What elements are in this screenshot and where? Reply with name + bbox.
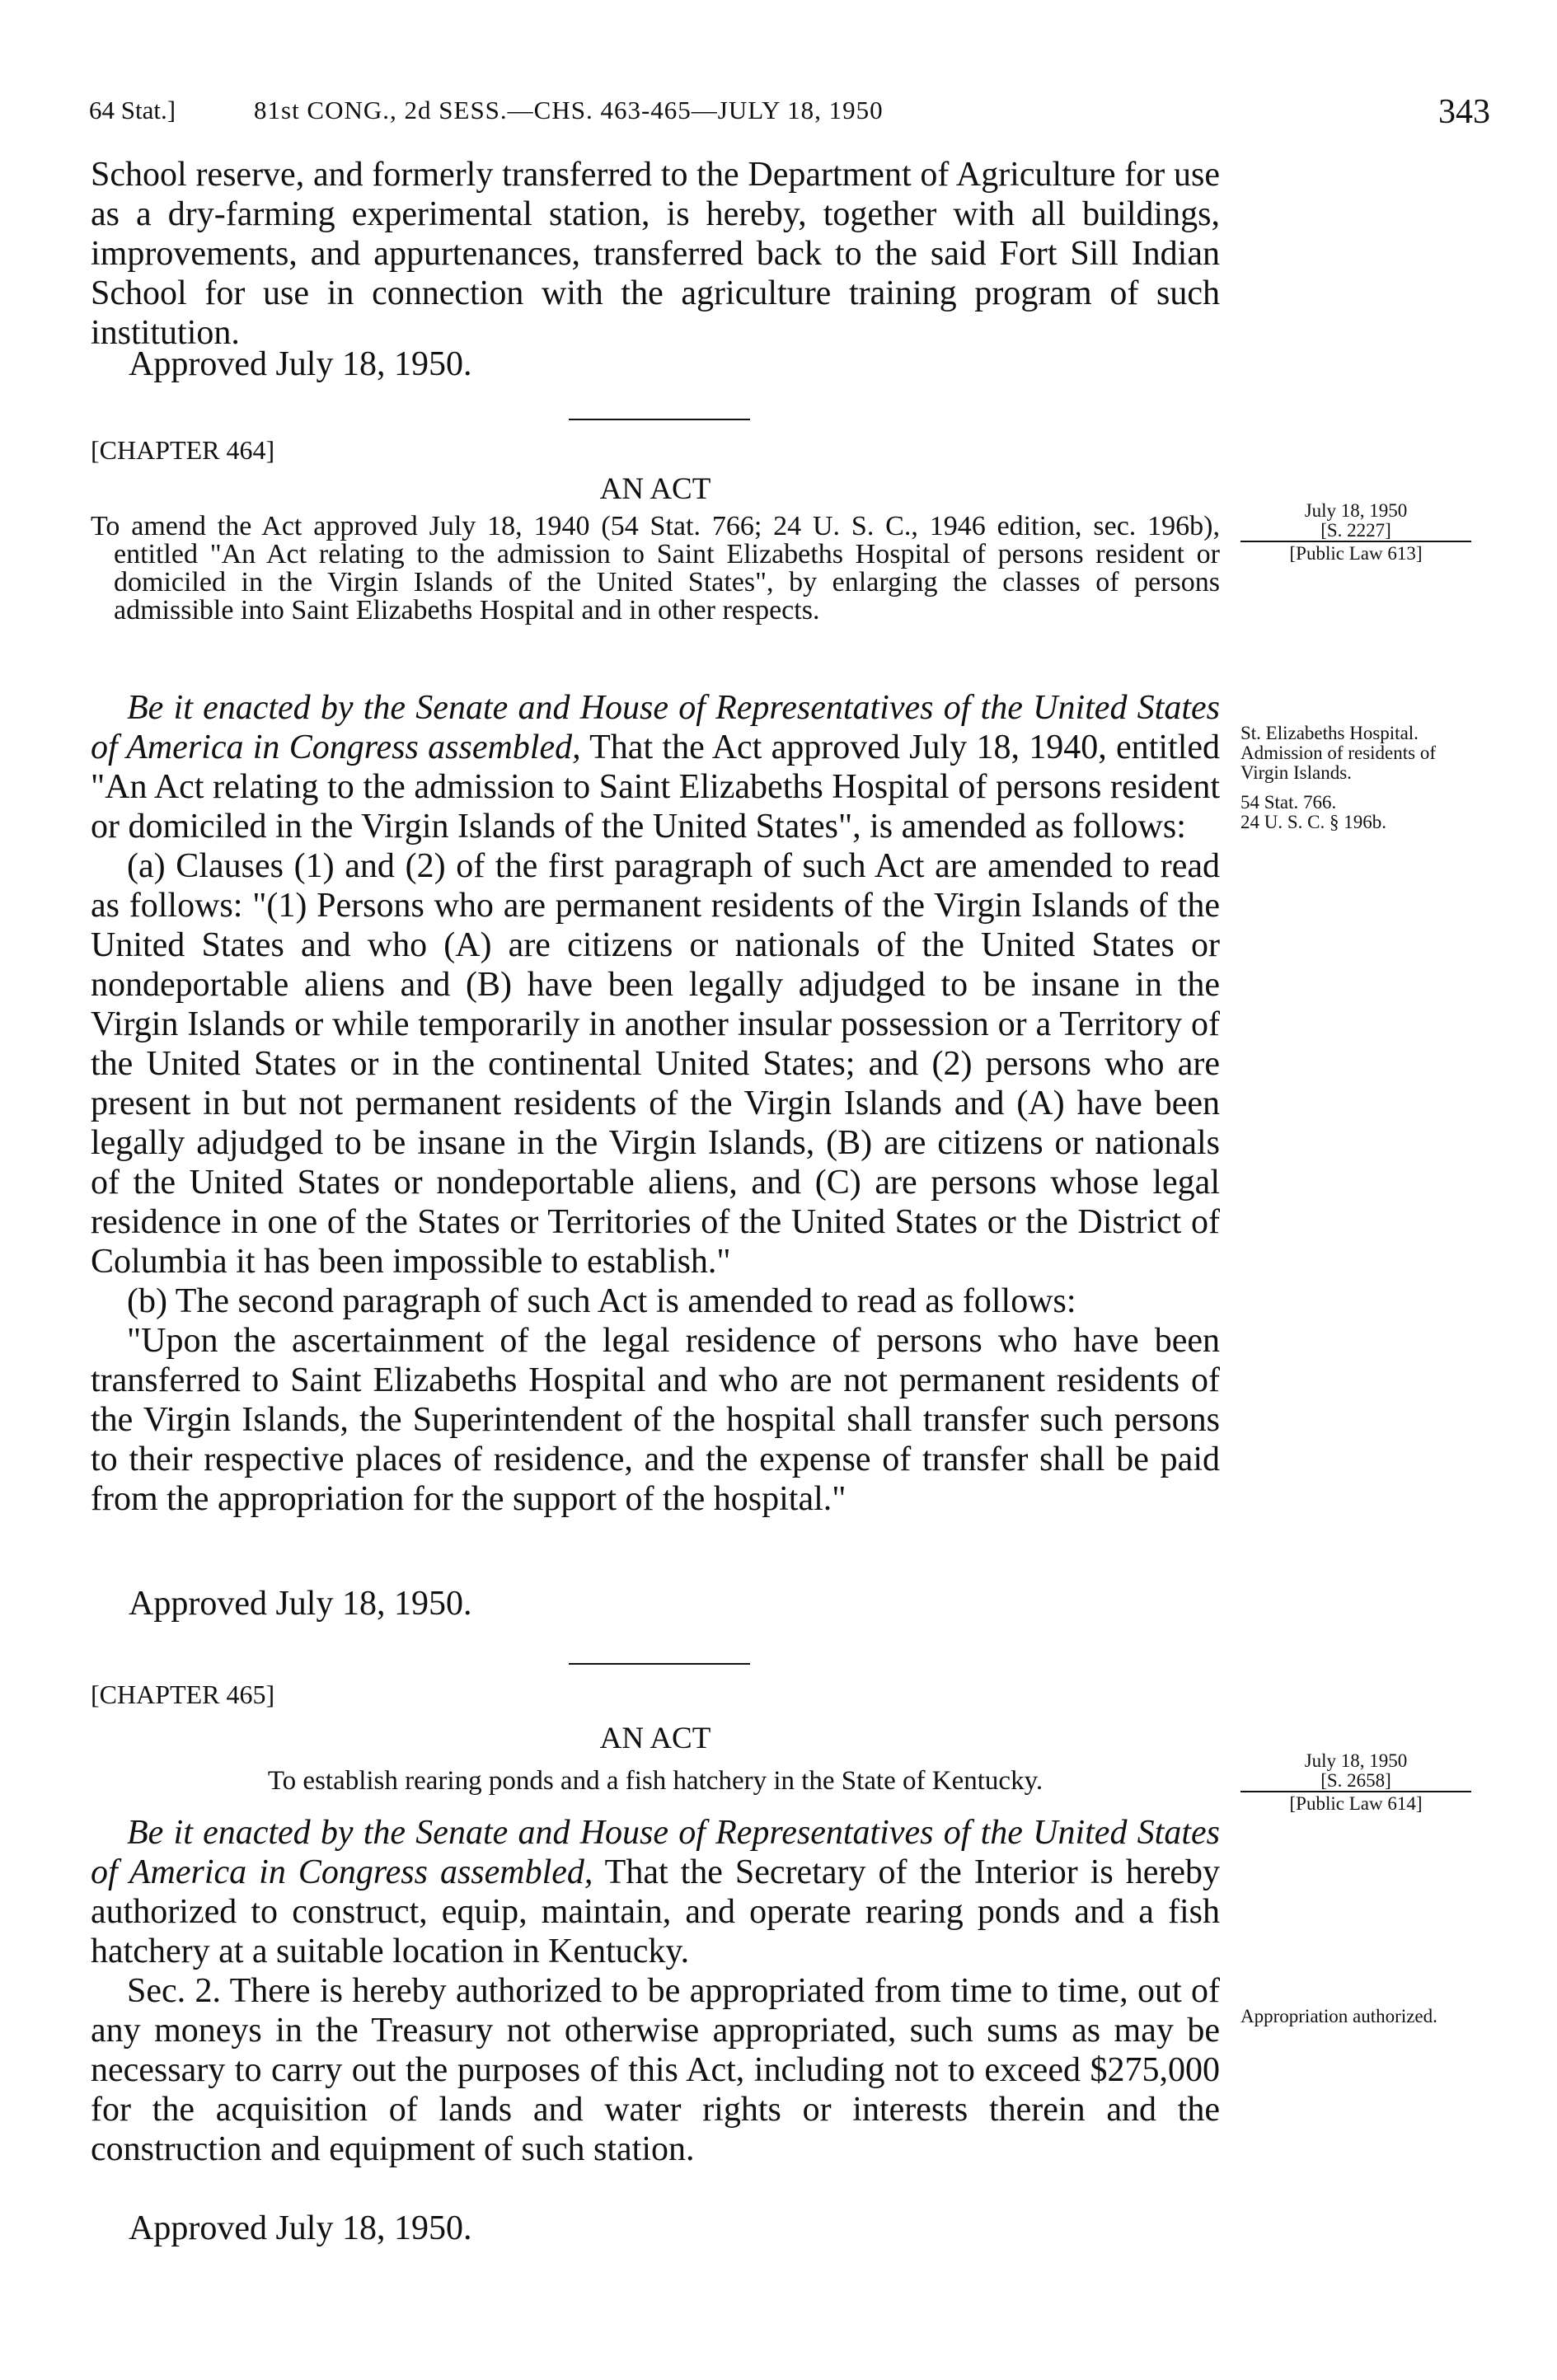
continuation-approved: Approved July 18, 1950. [129, 345, 472, 383]
chapter-464-public-law: [Public Law 613] [1240, 541, 1471, 564]
margin-note-appropriation: Appropriation authorized. [1240, 2006, 1437, 2026]
section-divider [569, 1663, 750, 1665]
chapter-464-date: July 18, 1950 [1304, 500, 1408, 521]
running-header [89, 92, 1490, 134]
chapter-464-clause-a: (a) Clauses (1) and (2) of the first paragraph of such Act are amended to read as follows: "(1) Persons who are permanent residents of the Virgin Islands of the United States and who (A) are citizens or nationals of the United States or nondeportable aliens and (B) have been legally adjudged to be insane in the Virgin Islands or while temporarily in another insular possession or a Territory of the United States or in the continental United States; and (2) persons who are present in but not permanent residents of the Virgin Islands and (A) have been legally adjudged to be insane in the Virgin Islands, (B) are citizens or nationals of the United States or nondeportable aliens, and (C) are persons whose legal residence in one of the States or Territories of the United States or the District of Columbia it has been impossible to establish." [91, 847, 1220, 1281]
margin-note-usc: 24 U. S. C. § 196b. [1240, 812, 1386, 832]
chapter-465-bill: [S. 2658] [1320, 1770, 1391, 1791]
session-reference: 81st CONG., 2d SESS.—CHS. 463-465—JULY 18, 1950 [254, 96, 884, 124]
section-divider [569, 419, 750, 420]
chapter-464-clause-b: (b) The second paragraph of such Act is amended to read as follows: [127, 1282, 1076, 1320]
chapter-464-citation [1240, 501, 1471, 564]
chapter-464-label: [CHAPTER 464] [91, 435, 275, 465]
chapter-464-purpose [91, 513, 1220, 625]
chapter-464-bill: [S. 2227] [1320, 520, 1391, 541]
chapter-465-public-law: [Public Law 614] [1240, 1791, 1471, 1814]
chapter-464-purpose-text: To amend the Act approved July 18, 1940 (54 Stat. 766; 24 U. S. C., 1946 edition, sec. 196b), entitled "An Act relating to the admission to Saint Elizabeths Hospital of persons resident or domiciled in the Virgin Islands of the United States", by enlarging the classes of persons admissible into Saint Elizabeths Hospital and in other respects. [91, 511, 1220, 625]
chapter-465-margin-notes [1240, 2007, 1471, 2026]
page-number: 343 [1438, 93, 1490, 131]
margin-note-stat: 54 Stat. 766. [1240, 792, 1337, 813]
chapter-464-act-title: AN ACT [599, 472, 711, 506]
chapter-464-enacting-paragraph [91, 688, 1220, 846]
chapter-464-quoted-paragraph: "Upon the ascertainment of the legal residence of persons who have been transferred to Saint Elizabeths Hospital and who are not permanent residents of the Virgin Islands, the Superintendent of the hospital shall transfer such persons to their respective places of residence, and the expense of transfer shall be paid from the appropriation for the support of the hospital." [91, 1322, 1220, 1518]
chapter-465-enacting-text: That the Secretary of the Interior is hereby authorized to construct, equip, maintain, and operate rearing ponds and a fish hatchery at a suitable location in Kentucky. [91, 1853, 1220, 1970]
chapter-465-body [91, 1813, 1220, 2169]
chapter-465-date: July 18, 1950 [1304, 1750, 1408, 1771]
continuation-paragraph: School reserve, and formerly transferred to the Department of Agriculture for use as a dry-farming experimental station, is hereby, together with all buildings, improvements, and appurtenances, transferred back to the said Fort Sill Indian School for use in connection with the agriculture training program of such institution. [91, 156, 1220, 352]
continuation-text [91, 155, 1220, 353]
margin-note-hospital: St. Elizabeths Hospital. [1240, 723, 1419, 743]
chapter-465-section-2: Sec. 2. There is hereby authorized to be appropriated from time to time, out of any moneys in the Treasury not otherwise appropriated, such sums as may be necessary to carry out the purposes of this Act, including not to exceed $275,000 for the acquisition of lands and water rights or interests therein and the construction and equipment of such station. [91, 1972, 1220, 2168]
margin-note-admission: Admission of residents of Virgin Islands. [1240, 743, 1437, 783]
chapter-464-enacting-clause: Be it enacted by the Senate and House of Representatives of the United States of America in Congress assembled, [91, 689, 1220, 766]
chapter-465-purpose: To establish rearing ponds and a fish hatchery in the State of Kentucky. [267, 1766, 1043, 1796]
chapter-464-enacting-text: That the Act approved July 18, 1940, entitled "An Act relating to the admission to Saint Elizabeths Hospital of persons resident or domiciled in the Virgin Islands of the United States", is amended as follows: [91, 729, 1221, 846]
chapter-465-enacting-clause: Be it enacted by the Senate and House of Representatives of the United States of America in Congress assembled, [91, 1814, 1220, 1891]
chapter-464-margin-notes [1240, 724, 1471, 832]
chapter-465-approved: Approved July 18, 1950. [129, 2209, 472, 2247]
chapter-465-label: [CHAPTER 465] [91, 1680, 275, 1709]
chapter-464-approved: Approved July 18, 1950. [129, 1585, 472, 1623]
chapter-465-citation [1240, 1751, 1471, 1814]
chapter-464-body [91, 688, 1220, 1519]
chapter-465-enacting-paragraph [91, 1813, 1220, 1971]
chapter-465-act-title: AN ACT [599, 1722, 711, 1755]
volume-reference: 64 Stat.] [89, 96, 176, 124]
